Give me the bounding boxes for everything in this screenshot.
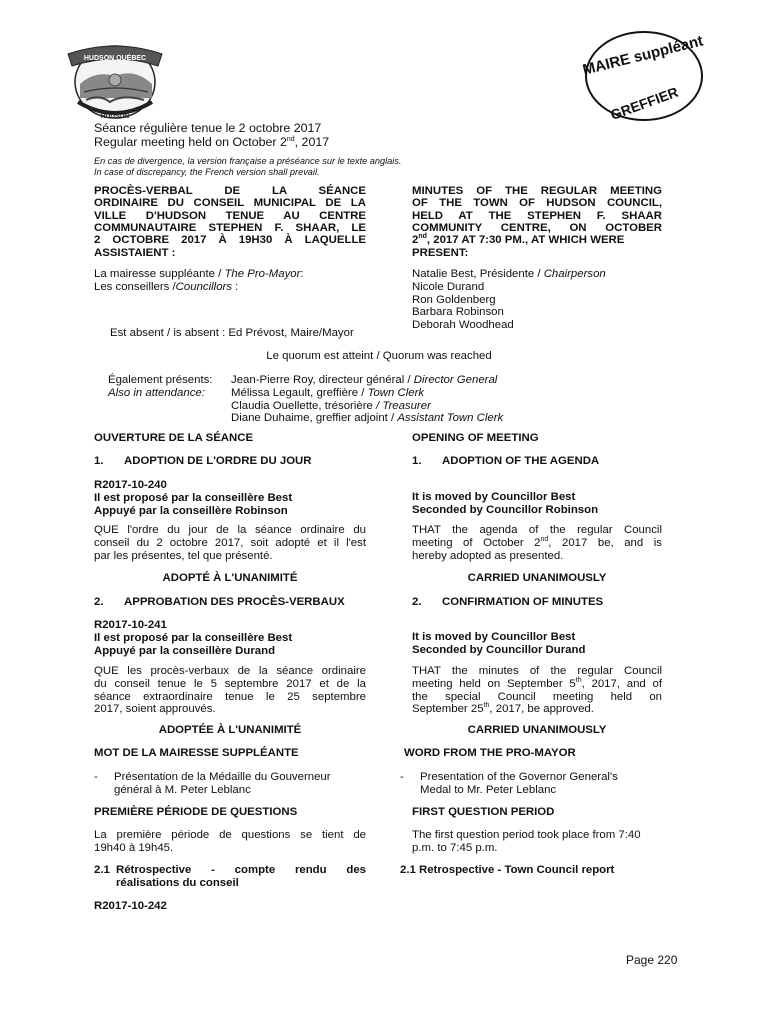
item1-text-en: THAT the agenda of the regular Council meeting of October 2nd, 2017 be, and is hereby adopted as presented. [412, 524, 662, 562]
minutes-heading-fr: PROCÈS-VERBAL DE LA SÉANCE ORDINAIRE DU CONSEIL MUNICIPAL DE LA VILLE D'HUDSON TENUE AU CENTRE COMMUNAUTAIRE STEPHEN F. SHAAR, LE 2 OCTOBRE 2017 À 19H30 À LAQUELLE ASSISTAIENT : [94, 185, 366, 259]
absent-line: Est absent / is absent : Ed Prévost, Maire/Mayor [110, 327, 354, 339]
opening-heading-en: OPENING OF MEETING [412, 432, 539, 444]
item2-heading-fr: 2. APPROBATION DES PROCÈS-VERBAUX [94, 596, 345, 608]
svg-text:MAIRE suppléant: MAIRE suppléant [581, 32, 705, 79]
item1-text-fr: QUE l'ordre du jour de la séance ordinaire du conseil du 2 octobre 2017, soit adopté et il l'est par les présentes, tel que présenté. [94, 524, 366, 562]
attendance-labels: La mairesse suppléante / The Pro-Mayor: Les conseillers /Councillors : [94, 268, 304, 293]
retro-heading-en: 2.1 Retrospective - Town Council report [400, 864, 615, 876]
item1-heading-en: 1. ADOPTION OF THE AGENDA [412, 455, 600, 467]
quorum-line: Le quorum est atteint / Quorum was reached [266, 350, 492, 362]
item1-heading-fr: 1. ADOPTION DE L'ORDRE DU JOUR [94, 455, 312, 467]
promayor-heading-en: WORD FROM THE PRO-MAYOR [404, 747, 576, 759]
also-present-labels: Également présents: Also in attendance: [108, 374, 213, 399]
signature-stamp [580, 26, 708, 126]
item2-text-fr: QUE les procès-verbaux de la séance ordinaire du conseil tenue le 5 septembre 2017 et de la séance extraordinaire tenue le 25 septembre 2017, soient approuvés. [94, 665, 366, 716]
svg-text:HUDSON QUÉBEC: HUDSON QUÉBEC [83, 55, 147, 62]
promayor-item-fr: - Présentation de la Médaille du Gouverneur général à M. Peter Leblanc [94, 771, 331, 796]
item2-heading-en: 2. CONFIRMATION OF MINUTES [412, 596, 604, 608]
promayor-item-en: - Presentation of the Governor General's Medal to Mr. Peter Leblanc [400, 771, 618, 796]
question-heading-fr: PREMIÈRE PÉRIODE DE QUESTIONS [94, 806, 298, 818]
item1-carried-en: CARRIED UNANIMOUSLY [467, 572, 607, 584]
question-text-fr: La première période de questions se tient de 19h40 à 19h45. [94, 829, 366, 854]
svg-text:GREFFIER: GREFFIER [608, 83, 681, 123]
item2-motion-en: It is moved by Councillor Best Seconded by Councillor Durand [412, 631, 586, 656]
item2-resolution: R2017-10-241 Il est proposé par la conseillère Best Appuyé par la conseillère Durand [94, 619, 293, 657]
item2-carried-fr: ADOPTÉE À L'UNANIMITÉ [158, 724, 302, 736]
page-number: Page 220 [626, 953, 678, 967]
seance-info [94, 122, 329, 150]
question-text-en: The first question period took place from 7:40 p.m. to 7:45 p.m. [412, 829, 641, 854]
opening-heading-fr: OUVERTURE DE LA SÉANCE [94, 432, 254, 444]
attendance-names: Natalie Best, Présidente / Chairperson Nicole Durand Ron Goldenberg Barbara Robinson Deborah Woodhead [412, 268, 606, 332]
seance-en: Regular meeting held on October 2nd, 2017 [94, 134, 330, 149]
staff-list: Jean-Pierre Roy, directeur général / Director General Mélissa Legault, greffière / Town Clerk Claudia Ouellette, trésorière / Treasurer Diane Duhaime, greffier adjoint / Assistant Town Clerk [231, 374, 504, 425]
svg-text:HUDSON: HUDSON [100, 113, 130, 120]
question-heading-en: FIRST QUESTION PERIOD [412, 806, 555, 818]
retro-heading-fr: 2.1 Rétrospective - compte rendu des réalisations du conseil [94, 864, 366, 889]
item1-motion-en: It is moved by Councillor Best Seconded by Councillor Robinson [412, 491, 599, 516]
item2-carried-en: CARRIED UNANIMOUSLY [467, 724, 607, 736]
promayor-heading-fr: MOT DE LA MAIRESSE SUPPLÉANTE [94, 747, 299, 759]
town-logo [60, 40, 170, 122]
item2-text-en: THAT the minutes of the regular Council meeting held on September 5th, 2017, and of the special Council meeting held on September 25th, 2017, be approved. [412, 665, 662, 716]
version-note: En cas de divergence, la version française a préséance sur le texte anglais. In case of discrepancy, the French version shall prevail. [94, 156, 402, 177]
minutes-heading-en: MINUTES OF THE REGULAR MEETING OF THE TOWN OF HUDSON COUNCIL, HELD AT THE STEPHEN F. SHAAR COMMUNITY CENTRE, ON OCTOBER 2nd, 2017 AT 7:30 PM., AT WHICH WERE PRESENT: [412, 185, 662, 259]
item1-resolution: R2017-10-240 Il est proposé par la conseillère Best Appuyé par la conseillère Robinson [94, 479, 293, 517]
retro-resolution: R2017-10-242 [94, 900, 167, 912]
seance-fr: Séance régulière tenue le 2 octobre 2017 [94, 121, 322, 135]
item1-carried-fr: ADOPTÉ À L'UNANIMITÉ [162, 572, 298, 584]
